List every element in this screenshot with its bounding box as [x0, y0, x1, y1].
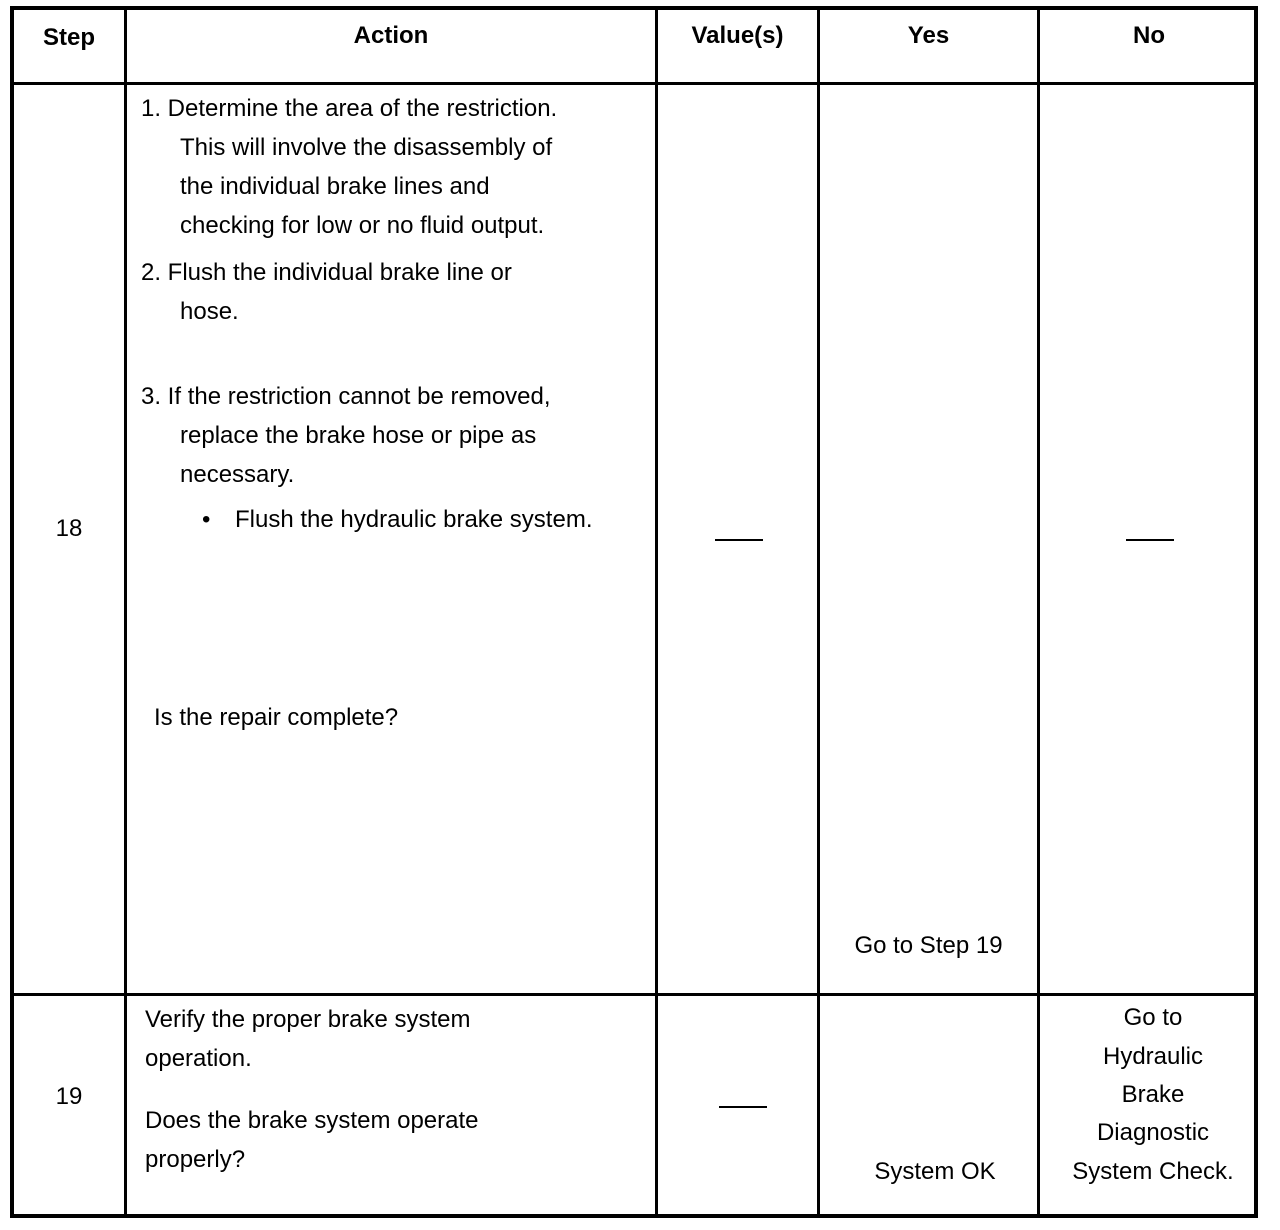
no-result: Go to — [1123, 1004, 1183, 1031]
action-text: This will involve the disassembly of — [180, 134, 553, 161]
step-number: 19 — [55, 1083, 83, 1110]
action-text: operation. — [145, 1045, 252, 1072]
no-result: Brake — [1121, 1081, 1185, 1108]
no-result: Hydraulic — [1102, 1043, 1204, 1070]
row-divider — [14, 993, 1254, 996]
step-number: 18 — [55, 515, 83, 542]
yes-result: Go to Step 19 — [854, 932, 1003, 959]
action-question: Does the brake system operate — [145, 1107, 479, 1134]
empty-value-dash — [715, 539, 763, 541]
header-action: Action — [353, 22, 429, 49]
action-bullet-text: Flush the hydraulic brake system. — [235, 506, 593, 533]
action-text: 2. Flush the individual brake line or — [141, 259, 512, 286]
action-text: 3. If the restriction cannot be removed, — [141, 383, 551, 410]
diagnostic-table — [10, 6, 1258, 1218]
action-text: checking for low or no fluid output. — [180, 212, 545, 239]
column-divider — [817, 10, 820, 1214]
header-yes: Yes — [907, 22, 950, 49]
action-text: 1. Determine the area of the restriction. — [141, 95, 558, 122]
no-result: Diagnostic — [1096, 1119, 1210, 1146]
action-text: the individual brake lines and — [180, 173, 490, 200]
action-text: replace the brake hose or pipe as — [180, 422, 537, 449]
header-divider — [14, 82, 1254, 85]
action-text: necessary. — [180, 461, 295, 488]
yes-result: System OK — [874, 1158, 996, 1185]
action-question: properly? — [145, 1146, 246, 1173]
column-divider — [1037, 10, 1040, 1214]
action-text: hose. — [180, 298, 239, 325]
empty-no-dash — [1126, 539, 1174, 541]
action-text: Verify the proper brake system — [145, 1006, 471, 1033]
header-no: No — [1133, 22, 1165, 49]
header-step: Step — [42, 24, 95, 51]
empty-value-dash — [719, 1106, 767, 1108]
column-divider — [655, 10, 658, 1214]
bullet-icon: • — [202, 506, 211, 533]
no-result: System Check. — [1072, 1158, 1234, 1185]
action-question: Is the repair complete? — [154, 704, 399, 731]
column-divider — [124, 10, 127, 1214]
header-values: Value(s) — [691, 22, 784, 49]
